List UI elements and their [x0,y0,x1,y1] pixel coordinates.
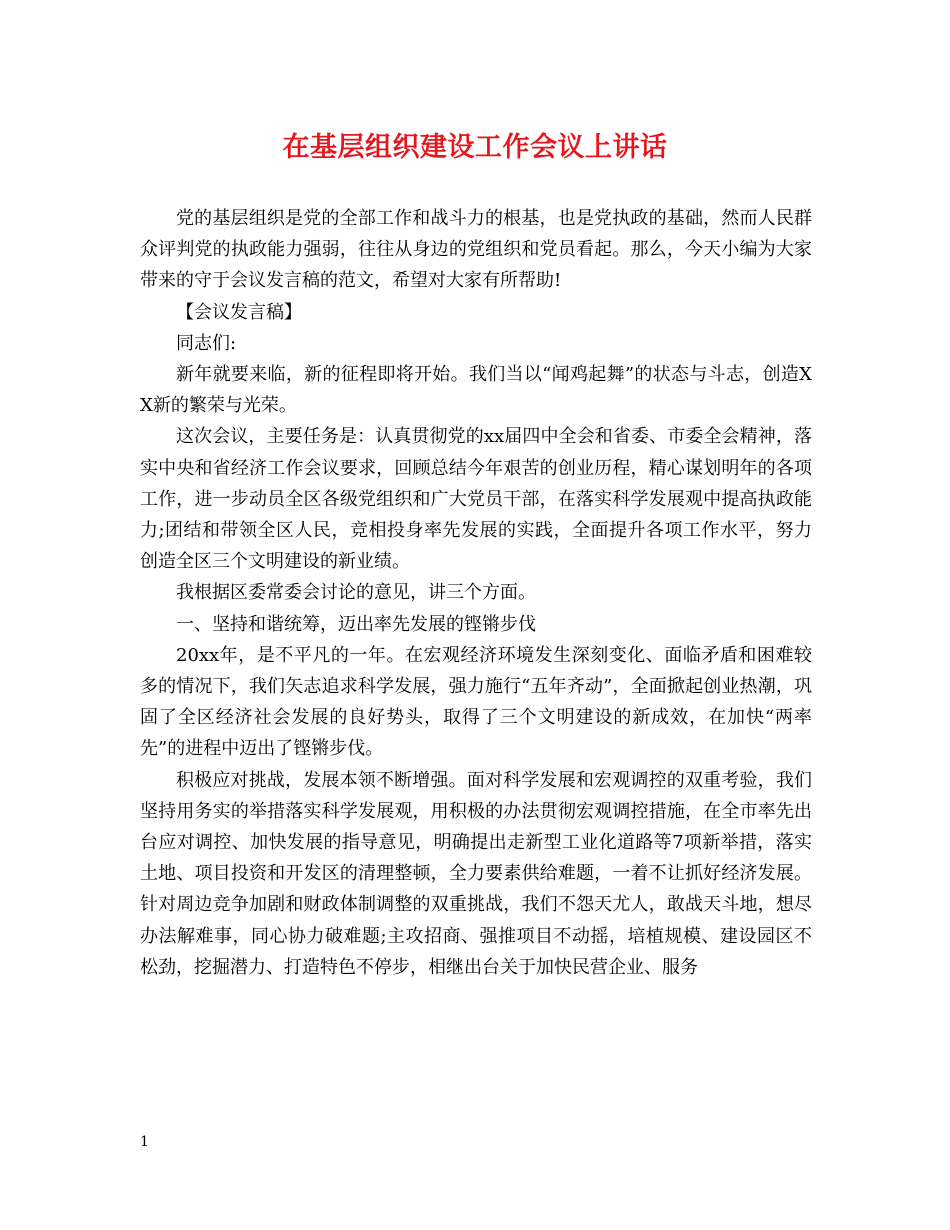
body-paragraph: 我根据区委常委会讨论的意见，讲三个方面。 [176,582,536,604]
body-paragraph: 20xx年，是不平凡的一年。在宏观经济环境发生深刻变化、面临矛盾和困难较多的情况下，我们矢志追求科学发展，强力施行“五年齐动”，全面掀起创业热潮，巩固了全区经济社会发展的良好势头，取得了三个文明建设的新成效，在加快“两率先”的进程中迈出了铿锵步伐。 [140,644,812,760]
salutation: 同志们: [176,332,237,354]
body-paragraph: 积极应对挑战，发展本领不断增强。面对科学发展和宏观调控的双重考验，我们坚持用务实的举措落实科学发展观，用积极的办法贯彻宏观调控措施，在全市率先出台应对调控、加快发展的指导意见，明确提出走新型工业化道路等7项新举措，落实土地、项目投资和开发区的清理整顿，全力要素供给难题，一着不让抓好经济发展。针对周边竞争加剧和财政体制调整的双重挑战，我们不怨天尤人，敢战天斗地，想尽办法解难事，同心协力破难题;主攻招商、强推项目不动摇，培植规模、建设园区不松劲，挖掘潜力、打造特色不停步，相继出台关于加快民营企业、服务 [140,769,812,978]
section-label: 【会议发言稿】 [176,301,302,323]
document-title: 在基层组织建设工作会议上讲话 [282,132,668,163]
body-paragraph: 新年就要来临，新的征程即将开始。我们当以“闻鸡起舞”的状态与斗志，创造XX新的繁荣与光荣。 [140,364,812,417]
document-body [140,203,812,983]
body-paragraph: 这次会议，主要任务是：认真贯彻党的xx届四中全会和省委、市委全会精神，落实中央和省经济工作会议要求，回顾总结今年艰苦的创业历程，精心谋划明年的各项工作，进一步动员全区各级党组织和广大党员干部，在落实科学发展观中提高执政能力;团结和带领全区人民，竞相投身率先发展的实践，全面提升各项工作水平，努力创造全区三个文明建设的新业绩。 [140,426,812,573]
section-heading: 一、坚持和谐统筹，迈出率先发展的铿锵步伐 [176,613,536,635]
intro-paragraph: 党的基层组织是党的全部工作和战斗力的根基，也是党执政的基础，然而人民群众评判党的执政能力强弱，往往从身边的党组织和党员看起。那么，今天小编为大家带来的守于会议发言稿的范文，希望对大家有所帮助! [140,208,812,292]
page-number: 1 [140,1134,149,1150]
